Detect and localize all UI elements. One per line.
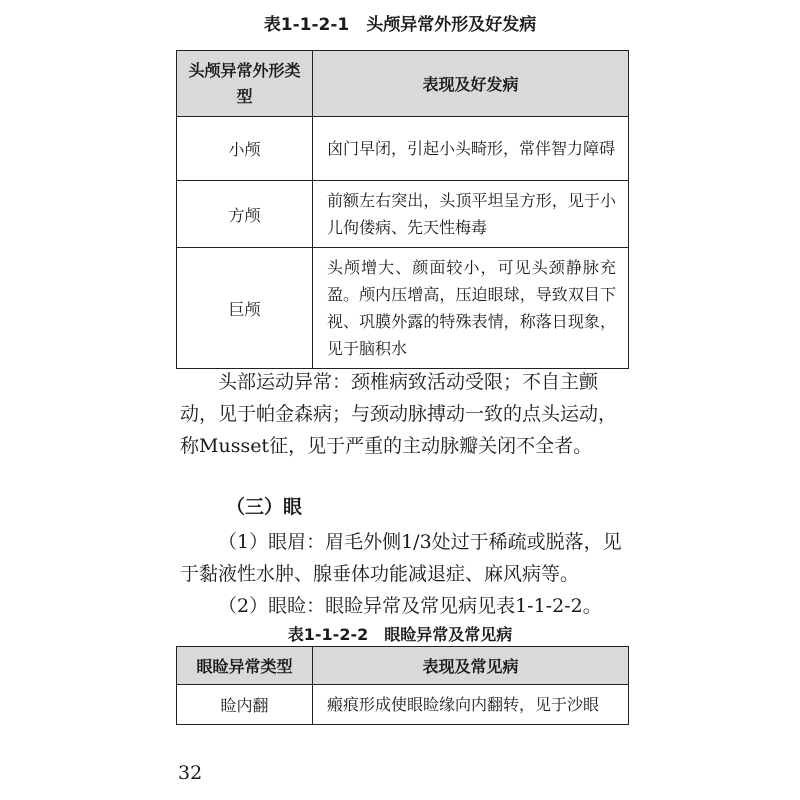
table-cell-desc: 头颅增大、颜面较小，可见头颈静脉充盈。颅内压增高，压迫眼球，导致双目下视、巩膜外露的特殊表情，称落日现象，见于脑积水	[313, 248, 629, 369]
table-cell-type: 睑内翻	[177, 685, 313, 725]
table-cell-desc: 瘢痕形成使眼睑缘向内翻转，见于沙眼	[313, 685, 629, 725]
table-row	[177, 248, 629, 369]
table-cell-desc: 囟门早闭，引起小头畸形，常伴智力障碍	[313, 117, 629, 181]
table1-header-desc: 表现及好发病	[313, 51, 629, 117]
section-heading-eye: （三）眼	[226, 496, 303, 518]
table2-caption: 表1-1-2-2 眼睑异常及常见病	[287, 625, 513, 644]
table1-header-row	[177, 51, 629, 117]
item-eyebrow: （1）眼眉：眉毛外侧1/3处过于稀疏或脱落，见于黏液性水肿、腺垂体功能减退症、麻风病等。	[180, 531, 622, 585]
paragraph-head-motion: 头部运动异常：颈椎病致活动受限；不自主颤动，见于帕金森病；与颈动脉搏动一致的点头运动，称Musset征，见于严重的主动脉瓣关闭不全者。	[180, 371, 618, 457]
table-row	[177, 685, 629, 725]
table2	[176, 646, 629, 725]
table1-header-type: 头颅异常外形类型	[177, 51, 313, 117]
item-eyelid: （2）眼睑：眼睑异常及常见病见表1-1-2-2。	[218, 595, 602, 617]
table2-header-type: 眼睑异常类型	[177, 647, 313, 685]
table2-header-row	[177, 647, 629, 685]
table-cell-type: 小颅	[177, 117, 313, 181]
table2-header-desc: 表现及常见病	[313, 647, 629, 685]
table-cell-desc: 前额左右突出，头顶平坦呈方形，见于小儿佝偻病、先天性梅毒	[313, 181, 629, 248]
table-cell-type: 巨颅	[177, 248, 313, 369]
page-number: 32	[178, 762, 203, 784]
table1	[176, 50, 629, 369]
table1-caption: 表1-1-2-1 头颅异常外形及好发病	[263, 15, 537, 35]
table-row	[177, 117, 629, 181]
table-cell-type: 方颅	[177, 181, 313, 248]
table-row	[177, 181, 629, 248]
